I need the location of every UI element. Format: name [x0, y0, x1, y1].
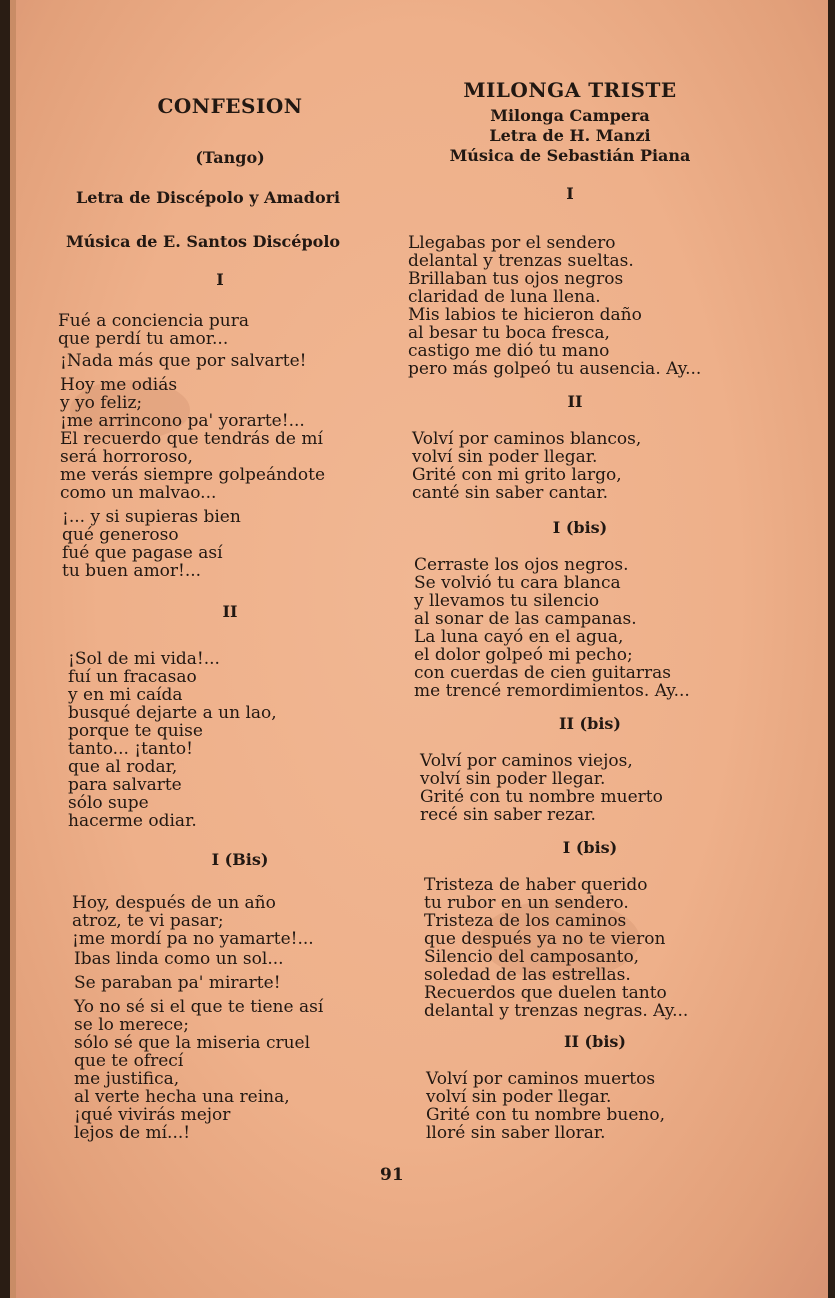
verse-line: ¡... y si supieras bien — [62, 507, 241, 527]
verse-line: que al rodar, — [68, 757, 178, 777]
stanza — [74, 998, 414, 1142]
verse-line: tanto... ¡tanto! — [68, 739, 193, 759]
verse-line: me justifica, — [74, 1069, 180, 1089]
song-genre: (Tango) — [195, 148, 265, 167]
section-heading: I (bis) — [562, 838, 618, 857]
verse-line: soledad de las estrellas. — [424, 965, 631, 985]
stanza — [60, 352, 400, 370]
verse-line: Volví por caminos blancos, — [412, 429, 642, 449]
verse-line: el dolor golpeó mi pecho; — [414, 645, 633, 665]
verse-line: Yo no sé si el que te tiene así — [74, 997, 324, 1017]
verse-line: con cuerdas de cien guitarras — [414, 663, 671, 683]
verse-line: Cerraste los ojos negros. — [414, 555, 629, 575]
stanza — [426, 1070, 806, 1142]
verse-line: me verás siempre golpeándote — [60, 465, 326, 485]
verse-line: ¡me mordí pa no yamarte!... — [72, 929, 314, 949]
page-number: 91 — [380, 1165, 404, 1185]
verse-line: atroz, te vi pasar; — [72, 911, 224, 931]
verse-line: y llevamos tu silencio — [414, 591, 600, 611]
verse-line: delantal y trenzas sueltas. — [408, 251, 634, 271]
verse-line: Hoy, después de un año — [72, 893, 276, 913]
verse-line: delantal y trenzas negras. Ay... — [424, 1001, 689, 1021]
music-credit: Música de Sebastián Piana — [449, 146, 691, 165]
lyrics-credit: Letra de Discépolo y Amadori — [76, 188, 341, 207]
verse-line: Hoy me odiás — [60, 375, 178, 395]
verse-line: me trencé remordimientos. Ay... — [414, 681, 690, 701]
verse-line: volví sin poder llegar. — [426, 1087, 612, 1107]
verse-line: fué que pagase así — [62, 543, 223, 563]
music-credit: Música de E. Santos Discépolo — [66, 232, 341, 251]
stanza — [68, 650, 408, 830]
section-heading: II — [222, 602, 238, 621]
verse-line: que te ofrecí — [74, 1051, 184, 1071]
verse-line: tu rubor en un sendero. — [424, 893, 629, 913]
verse-line: porque te quise — [68, 721, 203, 741]
verse-line: Grité con tu nombre bueno, — [426, 1105, 665, 1125]
page-edge — [10, 0, 16, 1298]
verse-line: Silencio del camposanto, — [424, 947, 640, 967]
verse-line: se lo merece; — [74, 1015, 189, 1035]
verse-line: ¡Nada más que por salvarte! — [60, 351, 307, 371]
verse-line: volví sin poder llegar. — [412, 447, 598, 467]
stanza — [62, 508, 402, 580]
verse-line: Llegabas por el sendero — [408, 233, 616, 253]
verse-line: que perdí tu amor... — [58, 329, 229, 349]
verse-line: El recuerdo que tendrás de mí — [60, 429, 323, 449]
verse-line: que después ya no te vieron — [424, 929, 666, 949]
verse-line: y en mi caída — [68, 685, 183, 705]
section-heading: II — [567, 392, 583, 411]
song-title-confesion: CONFESION — [157, 94, 303, 118]
verse-line: Grité con mi grito largo, — [412, 465, 622, 485]
verse-line: para salvarte — [68, 775, 182, 795]
verse-line: Grité con tu nombre muerto — [420, 787, 663, 807]
section-heading: I — [566, 184, 574, 203]
verse-line: La luna cayó en el agua, — [414, 627, 624, 647]
verse-line: fuí un fracasao — [68, 667, 197, 687]
verse-line: Ibas linda como un sol... — [74, 949, 284, 969]
verse-line: volví sin poder llegar. — [420, 769, 606, 789]
verse-line: sólo sé que la miseria cruel — [74, 1033, 311, 1053]
section-heading: I — [216, 270, 224, 289]
stanza — [420, 752, 800, 824]
verse-line: ¡Sol de mi vida!... — [68, 649, 220, 669]
stanza — [74, 950, 414, 968]
verse-line: tu buen amor!... — [62, 561, 202, 581]
verse-line: pero más golpeó tu ausencia. Ay... — [408, 359, 702, 379]
verse-line: Volví por caminos viejos, — [420, 751, 633, 771]
stanza — [58, 312, 398, 348]
verse-line: Tristeza de haber querido — [424, 875, 648, 895]
verse-line: como un malvao... — [60, 483, 217, 503]
verse-line: hacerme odiar. — [68, 811, 197, 831]
verse-line: Fué a conciencia pura — [58, 311, 250, 331]
verse-line: al sonar de las campanas. — [414, 609, 637, 629]
lyrics-credit: Letra de H. Manzi — [489, 126, 651, 145]
verse-line: Se paraban pa' mirarte! — [74, 973, 281, 993]
section-heading: II (bis) — [559, 714, 621, 733]
verse-line: claridad de luna llena. — [408, 287, 601, 307]
verse-line: castigo me dió tu mano — [408, 341, 610, 361]
verse-line: canté sin saber cantar. — [412, 483, 608, 503]
verse-line: busqué dejarte a un lao, — [68, 703, 277, 723]
section-heading: I (bis) — [552, 518, 608, 537]
verse-line: Mis labios te hicieron daño — [408, 305, 642, 325]
verse-line: Tristeza de los caminos — [424, 911, 627, 931]
verse-line: lejos de mí...! — [74, 1123, 191, 1143]
verse-line: ¡me arrincono pa' yorarte!... — [60, 411, 305, 431]
stanza — [60, 376, 400, 502]
stanza — [424, 876, 804, 1020]
song-genre: Milonga Campera — [490, 106, 650, 125]
verse-line: ¡qué vivirás mejor — [74, 1105, 231, 1125]
verse-line: lloré sin saber llorar. — [426, 1123, 606, 1143]
song-title-milonga-triste: MILONGA TRISTE — [463, 78, 677, 102]
stanza — [414, 556, 794, 700]
verse-line: recé sin saber rezar. — [420, 805, 596, 825]
verse-line: Volví por caminos muertos — [426, 1069, 656, 1089]
stanza — [412, 430, 792, 502]
verse-line: y yo feliz; — [60, 393, 143, 413]
stanza — [74, 974, 414, 992]
verse-line: Recuerdos que duelen tanto — [424, 983, 667, 1003]
verse-line: sólo supe — [68, 793, 149, 813]
verse-line: al besar tu boca fresca, — [408, 323, 610, 343]
book-page — [10, 0, 828, 1298]
stanza — [72, 894, 412, 948]
verse-line: Se volvió tu cara blanca — [414, 573, 621, 593]
verse-line: Brillaban tus ojos negros — [408, 269, 624, 289]
stanza — [408, 234, 788, 378]
section-heading: I (Bis) — [211, 850, 269, 869]
section-heading: II (bis) — [564, 1032, 626, 1051]
verse-line: al verte hecha una reina, — [74, 1087, 290, 1107]
verse-line: qué generoso — [62, 525, 179, 545]
verse-line: será horroroso, — [60, 447, 193, 467]
